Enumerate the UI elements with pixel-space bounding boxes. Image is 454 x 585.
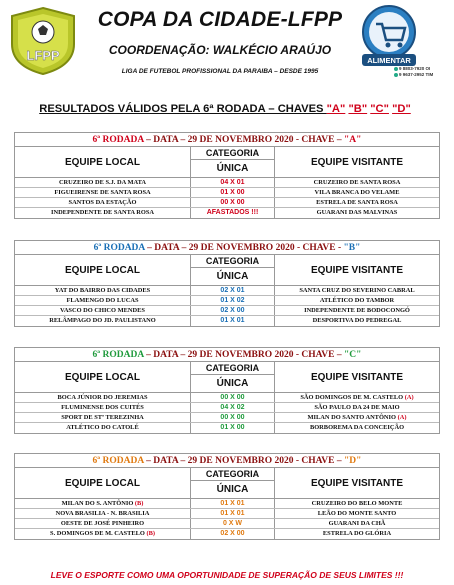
lfpp-logo: [8, 6, 78, 76]
table-row: FIGUEIRENSE DE SANTA ROSA 01 X 00 VILA BRANCA DO VELAME: [15, 188, 439, 198]
table-header: EQUIPE LOCAL CATEGORIA ÚNICA EQUIPE VISITANTE: [15, 362, 439, 393]
footer-slogan: LEVE O ESPORTE COMO UMA OPORTUNIDADE DE SUPERAÇÃO DE SEUS LIMITES !!!: [50, 570, 404, 580]
group-d-table: [14, 453, 440, 540]
table-row: BOCA JÚNIOR DO JEREMIAS 00 X 00 SÃO DOMINGOS DE M. CASTELO (A): [15, 393, 439, 403]
group-c-table: [14, 347, 440, 434]
table-row: NOVA BRASILIA - N. BRASILIA 01 X 01 LEÃO DO MONTE SANTO: [15, 509, 439, 519]
group-b-title: 6ª RODADA – DATA – 29 DE NOVEMBRO 2020 - CHAVE - "B": [15, 241, 439, 255]
table-row: FLUMINENSE DOS CUITÉS 04 X 02 SÃO PAULO DA 24 DE MAIO: [15, 403, 439, 413]
table-row: SANTOS DA ESTAÇÃO 00 X 00 ESTRELA DE SANTA ROSA: [15, 198, 439, 208]
svg-text:LFPP: LFPP: [26, 48, 60, 63]
table-row: INDEPENDENTE DE SANTA ROSA AFASTADOS !!! GUARANI DAS MALVINAS: [15, 208, 439, 218]
table-row: OESTE DE JOSÉ PINHEIRO 0 X W GUARANI DA CHÃ: [15, 519, 439, 529]
phone-icon: [394, 73, 398, 77]
results-banner: RESULTADOS VÁLIDOS PELA 6ª RODADA – CHAVES "A" "B" "C" "D": [39, 103, 411, 115]
table-row: FLAMENGO DO LUCAS 01 X 02 ATLÉTICO DO TAMBOR: [15, 296, 439, 306]
table-row: CRUZEIRO DE S.J. DA MATA 04 X 01 CRUZEIRO DE SANTA ROSA: [15, 178, 439, 188]
table-row: VASCO DO CHICO MENDES 02 X 00 INDEPENDENTE DE BODOCONGÓ: [15, 306, 439, 316]
svg-text:ALIMENTAR: ALIMENTAR: [367, 56, 411, 65]
table-header: EQUIPE LOCAL CATEGORIA ÚNICA EQUIPE VISITANTE: [15, 147, 439, 178]
coordination-text: COORDENAÇÃO: WALKÉCIO ARAÚJO: [108, 43, 332, 57]
group-c-title: 6ª RODADA – DATA – 29 DE NOVEMBRO 2020 - CHAVE – "C": [15, 348, 439, 362]
group-a-table: [14, 132, 440, 219]
phone-icon: [394, 67, 398, 71]
group-a-title: 6ª RODADA – DATA – 29 DE NOVEMBRO 2020 - CHAVE – "A": [15, 133, 439, 147]
group-d-title: 6ª RODADA – DATA – 29 DE NOVEMBRO 2020 - CHAVE – "D": [15, 454, 439, 468]
phone-list: 9 8803-7920 OI 9 9637-2952 TIM: [394, 66, 433, 78]
table-header: EQUIPE LOCAL CATEGORIA ÚNICA EQUIPE VISITANTE: [15, 468, 439, 499]
group-b-table: [14, 240, 440, 327]
table-row: RELÂMPAGO DO JD. PAULISTANO 01 X 01 DESPORTIVA DO PEDREGAL: [15, 316, 439, 326]
header: [0, 0, 454, 92]
league-text: LIGA DE FUTEBOL PROFISSIONAL DA PARAIBA – DESDE 1995: [121, 68, 319, 75]
table-header: EQUIPE LOCAL CATEGORIA ÚNICA EQUIPE VISITANTE: [15, 255, 439, 286]
table-row: YAT DO BAIRRO DAS CIDADES 02 X 01 SANTA CRUZ DO SEVERINO CABRAL: [15, 286, 439, 296]
table-row: SPORT DE STª TEREZINHA 00 X 00 MILAN DO SANTO ANTÔNIO (A): [15, 413, 439, 423]
table-row: S. DOMINGOS DE M. CASTELO (B) 02 X 00 ESTRELA DO GLÓRIA: [15, 529, 439, 539]
page-title: COPA DA CIDADE-LFPP: [97, 8, 343, 31]
table-row: ATLÉTICO DO CATOLÉ 01 X 00 BORBOREMA DA CONCEIÇÃO: [15, 423, 439, 433]
table-row: MILAN DO S. ANTÔNIO (B) 01 X 01 CRUZEIRO DO BELO MONTE: [15, 499, 439, 509]
